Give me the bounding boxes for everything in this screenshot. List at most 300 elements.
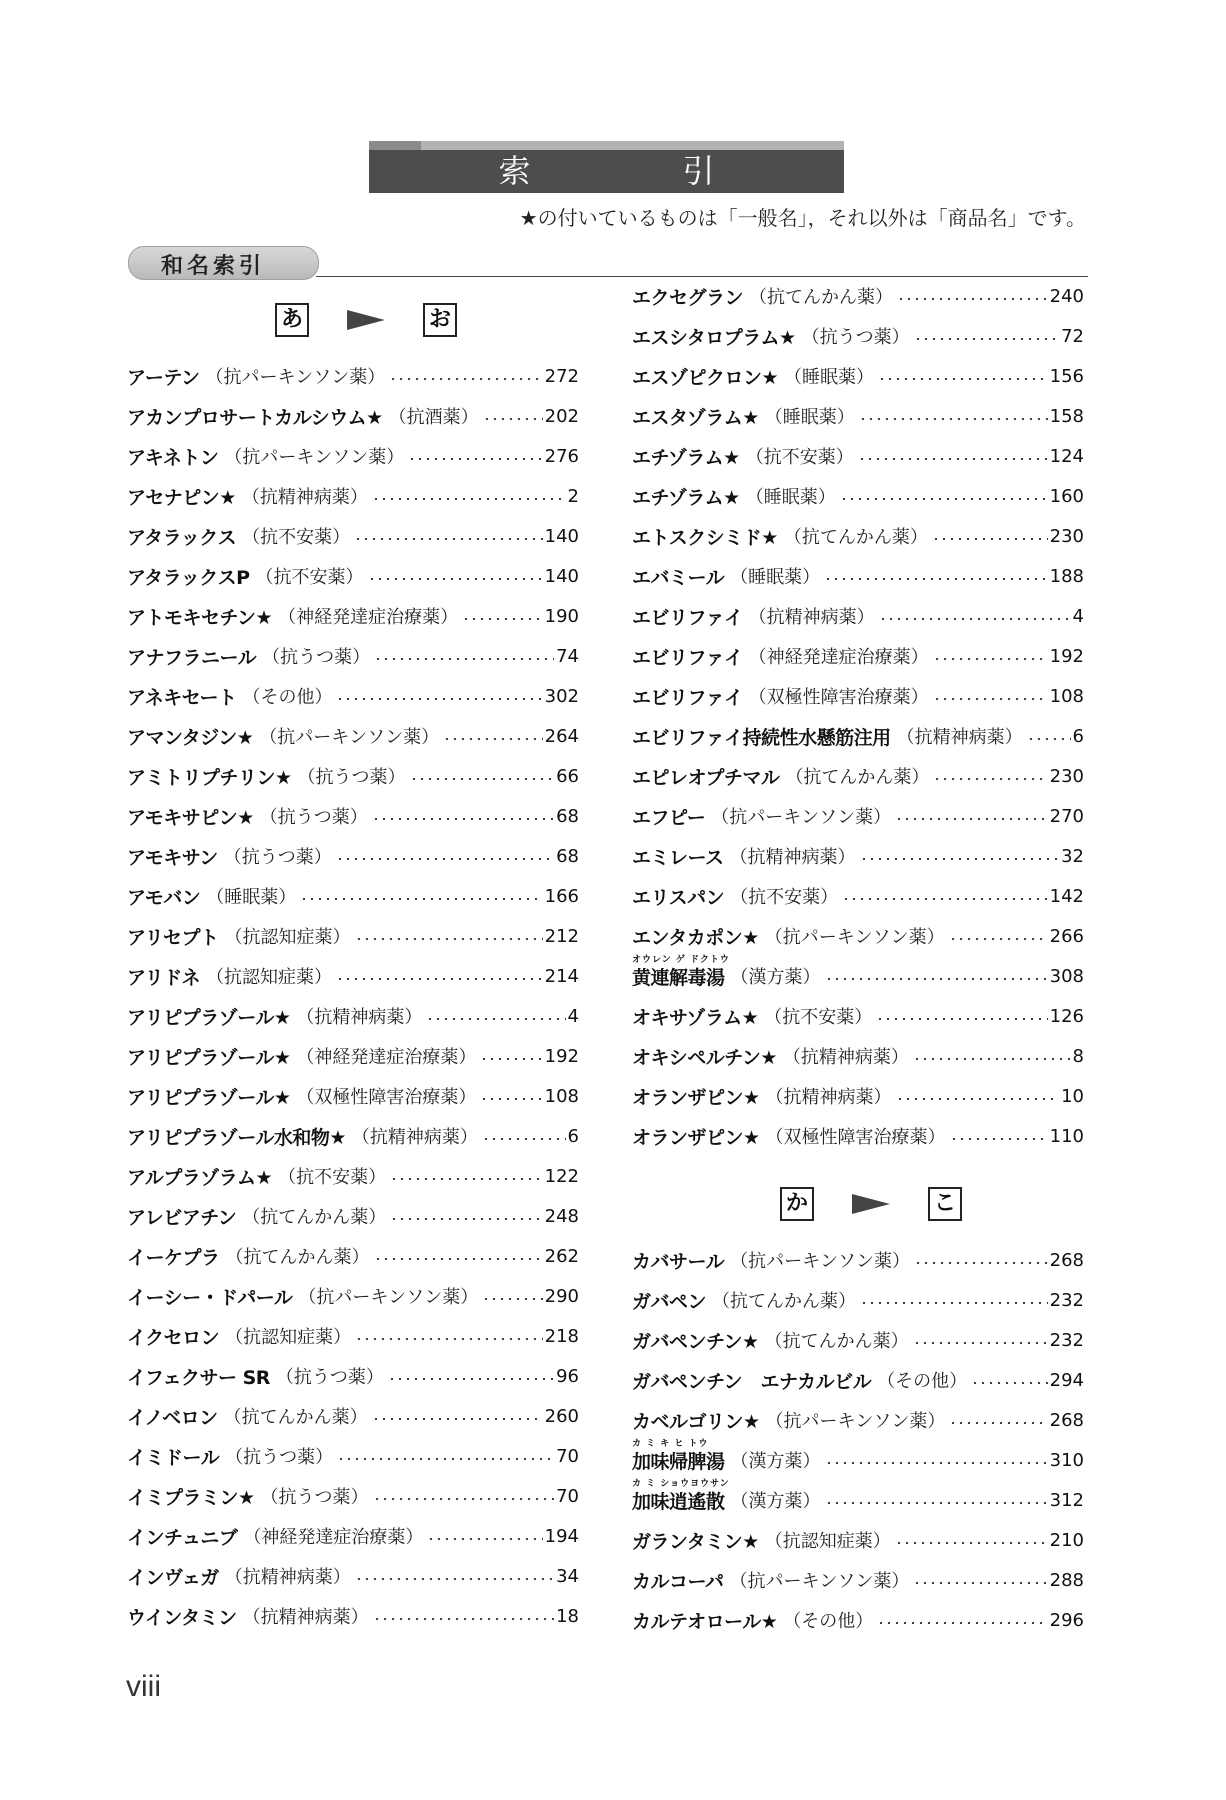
index-entry: [632, 1036, 1084, 1076]
index-entry: [632, 796, 1084, 836]
entry-category: （神経発達症治療薬）: [278, 607, 459, 628]
entry-name: エチゾラム★: [632, 486, 740, 509]
entry-page: 248: [544, 1205, 579, 1227]
entry-name: インチュニブ: [127, 1526, 238, 1549]
entry-name: アリピプラゾール水和物★: [127, 1126, 346, 1149]
entry-page: 68: [556, 845, 579, 867]
entry-page: 142: [1049, 885, 1084, 907]
dot-leader: [336, 978, 543, 980]
entry-name: アカンプロサートカルシウム★: [127, 406, 383, 429]
entry-page: 240: [1049, 285, 1084, 307]
dot-leader: [897, 298, 1048, 300]
index-entry: [127, 716, 579, 756]
index-entry: [632, 1480, 1084, 1520]
entry-category: （抗うつ薬）: [297, 767, 406, 788]
entry-category: （神経発達症治療薬）: [296, 1047, 477, 1068]
entry-page: 108: [544, 1085, 579, 1107]
dot-leader: [354, 538, 543, 540]
entry-name: アネキセート: [127, 686, 237, 709]
entry-page: 268: [1049, 1249, 1084, 1271]
entry-page: 230: [1049, 765, 1084, 787]
index-entry: [127, 1356, 579, 1396]
entry-name: ウインタミン: [127, 1606, 237, 1629]
dot-leader: [373, 1618, 554, 1620]
entry-name: アリピプラゾール★: [127, 1006, 291, 1029]
index-entry: [632, 956, 1084, 996]
entry-category: （抗てんかん薬）: [785, 767, 930, 788]
entry-page: 140: [544, 565, 579, 587]
kana-from-box: か: [780, 1187, 814, 1221]
entry-page: 310: [1049, 1449, 1084, 1471]
entry-page: 68: [556, 805, 579, 827]
entry-category: （抗認知症薬）: [224, 927, 351, 948]
title-stripe: [369, 141, 421, 150]
index-entry: [127, 1196, 579, 1236]
index-entry: [127, 836, 579, 876]
index-entry: [127, 756, 579, 796]
dot-leader: [443, 738, 543, 740]
entry-category: （抗パーキンソン薬）: [711, 807, 892, 828]
section-label: [128, 246, 319, 280]
entry-name: アマンタジン★: [127, 726, 254, 749]
dot-leader: [950, 1138, 1048, 1140]
entry-page: 126: [1049, 1005, 1084, 1027]
kana-to-box: お: [423, 303, 457, 337]
entry-category: （抗不安薬）: [278, 1167, 387, 1188]
index-entry: [127, 676, 579, 716]
arrow-right-icon: [347, 310, 385, 330]
entry-name: カベルゴリン★: [632, 1410, 760, 1433]
entry-name: アセナピン★: [127, 486, 236, 509]
dot-leader: [300, 898, 542, 900]
entry-page: 194: [544, 1525, 579, 1547]
entry-category: （抗うつ薬）: [262, 647, 371, 668]
entry-page: 262: [544, 1245, 579, 1267]
dot-leader: [1027, 738, 1071, 740]
index-entry: [632, 1520, 1084, 1560]
index-entry: [127, 1076, 579, 1116]
index-entry: [632, 556, 1084, 596]
index-entry: [632, 1280, 1084, 1320]
entry-category: （抗うつ薬）: [259, 807, 368, 828]
dot-leader: [840, 498, 1048, 500]
entry-category: （抗不安薬）: [242, 527, 351, 548]
entry-name: エリスパン: [632, 886, 725, 909]
dot-leader: [878, 378, 1048, 380]
entry-category: （睡眠薬）: [206, 887, 297, 908]
entry-page: 10: [1061, 1085, 1084, 1107]
index-entry: [632, 876, 1084, 916]
entry-category: （抗パーキンソン薬）: [298, 1287, 479, 1308]
entry-page: 4: [567, 1005, 579, 1027]
index-entry: [127, 1276, 579, 1316]
kana-to-box: こ: [928, 1187, 962, 1221]
legend-note: ★の付いているものは「一般名」，それ以外は「商品名」です。: [519, 206, 1086, 230]
index-entry: [632, 1360, 1084, 1400]
entry-name: エトスクシミド★: [632, 526, 778, 549]
entry-page: 214: [544, 965, 579, 987]
entry-page: 4: [1072, 605, 1084, 627]
dot-leader: [355, 1338, 543, 1340]
dot-leader: [896, 1098, 1060, 1100]
dot-leader: [895, 818, 1048, 820]
entry-name: アタラックス: [127, 526, 237, 549]
title-stripe: [421, 141, 844, 150]
index-column-left: [127, 356, 579, 1636]
index-entry: [127, 1516, 579, 1556]
entry-page: 288: [1049, 1569, 1084, 1591]
entry-category: （抗酒薬）: [388, 407, 479, 428]
index-entry: [127, 476, 579, 516]
entry-name: エスタゾラム★: [632, 406, 759, 429]
entry-name: アモキサピン★: [127, 806, 254, 829]
entry-category: （抗認知症薬）: [225, 1327, 352, 1348]
index-entry: [127, 876, 579, 916]
entry-category: （抗てんかん薬）: [783, 527, 928, 548]
dot-leader: [410, 778, 555, 780]
arrow-right-icon: [852, 1194, 890, 1214]
entry-category: （抗精神病薬）: [748, 607, 875, 628]
index-entry: [632, 756, 1084, 796]
dot-leader: [372, 1418, 543, 1420]
entry-category: （抗不安薬）: [255, 567, 364, 588]
entry-name: エビリファイ: [632, 646, 743, 669]
entry-page: 276: [544, 445, 579, 467]
entry-name: エスゾピクロン★: [632, 366, 779, 389]
dot-leader: [949, 1422, 1047, 1424]
index-entry: [127, 1236, 579, 1276]
entry-name: エバミール: [632, 566, 725, 589]
entry-page: 66: [556, 765, 579, 787]
dot-leader: [933, 778, 1047, 780]
dot-leader: [913, 1342, 1048, 1344]
dot-leader: [390, 1218, 542, 1220]
dot-leader: [427, 1538, 542, 1540]
entry-page: 32: [1061, 845, 1084, 867]
page-number: viii: [126, 1670, 161, 1703]
entry-page: 34: [556, 1565, 579, 1587]
index-entry: [632, 1560, 1084, 1600]
entry-name: ガランタミン★: [632, 1530, 759, 1553]
index-column-right-ka: [632, 1240, 1084, 1640]
entry-page: 294: [1049, 1369, 1084, 1391]
entry-page: 230: [1049, 525, 1084, 547]
index-entry: [632, 1440, 1084, 1480]
entry-category: （抗精神病薬）: [896, 727, 1023, 748]
dot-leader: [482, 1138, 566, 1140]
entry-page: 6: [1072, 725, 1084, 747]
entry-category: （抗てんかん薬）: [223, 1407, 368, 1428]
entry-page: 124: [1049, 445, 1084, 467]
entry-category: （抗パーキンソン薬）: [765, 1411, 946, 1432]
dot-leader: [483, 418, 543, 420]
index-entry: [127, 1396, 579, 1436]
dot-leader: [876, 1018, 1047, 1020]
entry-name: ガバペンチン エナカルビル: [632, 1370, 872, 1393]
entry-name: カバサール: [632, 1250, 725, 1273]
entry-category: （神経発達症治療薬）: [243, 1527, 424, 1548]
entry-page: 308: [1049, 965, 1084, 987]
entry-name: 加味帰脾湯: [632, 1450, 725, 1473]
index-entry: [127, 916, 579, 956]
entry-category: （抗精神病薬）: [765, 1087, 892, 1108]
dot-leader: [462, 618, 543, 620]
entry-category: （双極性障害治療薬）: [765, 1127, 946, 1148]
dot-leader: [336, 698, 542, 700]
dot-leader: [933, 698, 1048, 700]
entry-category: （抗精神病薬）: [296, 1007, 423, 1028]
entry-name: インヴェガ: [127, 1566, 219, 1589]
entry-category: （その他）: [877, 1371, 968, 1392]
entry-name: エビリファイ持続性水懸筋注用: [632, 726, 891, 749]
entry-category: （抗精神病薬）: [242, 1607, 369, 1628]
kana-range-header-ka-ko: [780, 1186, 962, 1222]
dot-leader: [372, 498, 566, 500]
entry-category: （神経発達症治療薬）: [748, 647, 929, 668]
entry-name: アタラックスP: [127, 566, 250, 589]
entry-name: カルコーパ: [632, 1570, 724, 1593]
kana-range-header-a-o: [275, 302, 457, 338]
dot-leader: [337, 1458, 554, 1460]
dot-leader: [971, 1382, 1047, 1384]
dot-leader: [368, 578, 543, 580]
dot-leader: [860, 1302, 1048, 1304]
index-title-bar: [369, 141, 844, 193]
entry-page: 302: [544, 685, 579, 707]
dot-leader: [933, 658, 1048, 660]
entry-name: エビリファイ: [632, 686, 743, 709]
dot-leader: [825, 1502, 1048, 1504]
dot-leader: [842, 898, 1048, 900]
entry-page: 140: [544, 525, 579, 547]
entry-name: イノベロン: [127, 1406, 218, 1429]
entry-category: （双極性障害治療薬）: [748, 687, 929, 708]
entry-name: エピレオプチマル: [632, 766, 780, 789]
index-entry: [632, 476, 1084, 516]
dot-leader: [389, 378, 542, 380]
dot-leader: [932, 538, 1048, 540]
dot-leader: [336, 858, 554, 860]
entry-name: オランザピン★: [632, 1086, 760, 1109]
entry-category: （抗てんかん薬）: [764, 1331, 909, 1352]
index-entry: [127, 1316, 579, 1356]
entry-name: イミプラミン★: [127, 1486, 255, 1509]
entry-category: （抗うつ薬）: [275, 1367, 384, 1388]
entry-name: アミトリプチリン★: [127, 766, 292, 789]
index-entry: [632, 596, 1084, 636]
index-entry: [632, 716, 1084, 756]
entry-category: （抗パーキンソン薬）: [730, 1251, 910, 1272]
index-entry: [127, 1116, 579, 1156]
index-entry: [632, 676, 1084, 716]
entry-page: 232: [1049, 1289, 1084, 1311]
entry-page: 296: [1049, 1609, 1084, 1631]
entry-name: アリセプト: [127, 926, 219, 949]
index-entry: [127, 516, 579, 556]
page-title: 索 引: [498, 152, 775, 190]
index-entry: [632, 836, 1084, 876]
entry-page: 160: [1049, 485, 1084, 507]
entry-category: （抗パーキンソン薬）: [764, 927, 945, 948]
dot-leader: [480, 1058, 542, 1060]
dot-leader: [390, 1178, 543, 1180]
entry-name: アリピプラゾール★: [127, 1046, 291, 1069]
entry-category: （抗認知症薬）: [764, 1531, 891, 1552]
entry-page: 192: [1049, 645, 1084, 667]
dot-leader: [824, 578, 1048, 580]
index-entry: [127, 396, 579, 436]
entry-page: 272: [544, 365, 579, 387]
entry-category: （睡眠薬）: [730, 567, 821, 588]
entry-page: 6: [567, 1125, 579, 1147]
entry-ruby: カ ミ ショウヨウサン: [632, 1479, 730, 1489]
entry-category: （抗認知症薬）: [206, 967, 333, 988]
entry-name: イフェクサー SR: [127, 1366, 270, 1389]
entry-category: （漢方薬）: [730, 967, 821, 988]
dot-leader: [825, 978, 1048, 980]
entry-category: （抗うつ薬）: [223, 847, 332, 868]
entry-page: 70: [556, 1485, 579, 1507]
entry-category: （双極性障害治療薬）: [296, 1087, 477, 1108]
entry-page: 218: [544, 1325, 579, 1347]
entry-category: （抗てんかん薬）: [712, 1291, 857, 1312]
dot-leader: [913, 1058, 1071, 1060]
entry-page: 2: [567, 485, 579, 507]
dot-leader: [374, 658, 554, 660]
entry-page: 108: [1049, 685, 1084, 707]
index-entry: [127, 996, 579, 1036]
entry-category: （睡眠薬）: [764, 407, 855, 428]
dot-leader: [825, 1462, 1048, 1464]
index-entry: [632, 1320, 1084, 1360]
dot-leader: [372, 818, 554, 820]
entry-name: エフピー: [632, 806, 706, 829]
entry-category: （抗てんかん薬）: [225, 1247, 370, 1268]
entry-name: アキネトン: [127, 446, 219, 469]
dot-leader: [480, 1098, 542, 1100]
dot-leader: [388, 1378, 554, 1380]
entry-name: エスシタロプラム★: [632, 326, 796, 349]
entry-name: ガバペン: [632, 1290, 707, 1313]
dot-leader: [895, 1542, 1048, 1544]
index-entry: [127, 356, 579, 396]
index-entry: [632, 356, 1084, 396]
index-entry: [632, 516, 1084, 556]
entry-page: 158: [1049, 405, 1084, 427]
entry-page: 268: [1049, 1409, 1084, 1431]
entry-name: 黄連解毒湯: [632, 966, 725, 989]
dot-leader: [408, 458, 542, 460]
entry-category: （抗パーキンソン薬）: [259, 727, 440, 748]
index-entry: [127, 556, 579, 596]
index-entry: [632, 276, 1084, 316]
index-entry: [127, 596, 579, 636]
index-entry: [632, 436, 1084, 476]
entry-category: （抗パーキンソン薬）: [205, 367, 386, 388]
entry-page: 210: [1049, 1529, 1084, 1551]
entry-category: （抗精神病薬）: [782, 1047, 909, 1068]
entry-name: カルテオロール★: [632, 1610, 778, 1633]
kana-from-box: あ: [275, 303, 309, 337]
entry-category: （睡眠薬）: [784, 367, 875, 388]
index-entry: [632, 316, 1084, 356]
dot-leader: [860, 858, 1060, 860]
entry-ruby: カ ミ キ ヒ トウ: [632, 1439, 709, 1449]
index-entry: [127, 1596, 579, 1636]
entry-page: 8: [1072, 1045, 1084, 1067]
entry-name: 加味逍遙散: [632, 1490, 725, 1513]
index-entry: [632, 1076, 1084, 1116]
entry-category: （抗てんかん薬）: [242, 1207, 387, 1228]
index-entry: [632, 1600, 1084, 1640]
index-entry: [127, 1476, 579, 1516]
entry-page: 110: [1049, 1125, 1084, 1147]
dot-leader: [355, 938, 543, 940]
entry-name: エクセグラン: [632, 286, 744, 309]
dot-leader: [914, 1262, 1048, 1264]
dot-leader: [877, 1622, 1047, 1624]
index-entry: [127, 796, 579, 836]
entry-category: （抗てんかん薬）: [749, 287, 894, 308]
entry-category: （抗うつ薬）: [801, 327, 910, 348]
entry-page: 232: [1049, 1329, 1084, 1351]
entry-category: （抗精神病薬）: [241, 487, 368, 508]
dot-leader: [373, 1498, 555, 1500]
index-entry: [127, 1156, 579, 1196]
entry-page: 212: [544, 925, 579, 947]
entry-name: イーケプラ: [127, 1246, 220, 1269]
entry-name: オランザピン★: [632, 1126, 760, 1149]
index-entry: [632, 1240, 1084, 1280]
entry-name: エミレース: [632, 846, 724, 869]
entry-page: 18: [556, 1605, 579, 1627]
dot-leader: [482, 1298, 542, 1300]
index-entry: [632, 636, 1084, 676]
dot-leader: [949, 938, 1048, 940]
entry-category: （抗精神病薬）: [351, 1127, 478, 1148]
index-column-right-a: [632, 276, 1084, 1156]
entry-name: オキサゾラム★: [632, 1006, 759, 1029]
entry-name: アモキサン: [127, 846, 218, 869]
entry-category: （抗パーキンソン薬）: [224, 447, 405, 468]
index-entry: [127, 956, 579, 996]
dot-leader: [914, 338, 1060, 340]
entry-page: 260: [544, 1405, 579, 1427]
entry-page: 266: [1049, 925, 1084, 947]
dot-leader: [426, 1018, 565, 1020]
entry-page: 270: [1049, 805, 1084, 827]
entry-category: （漢方薬）: [730, 1491, 821, 1512]
entry-category: （抗うつ薬）: [225, 1447, 334, 1468]
entry-name: アーテン: [127, 366, 200, 389]
entry-name: イミドール: [127, 1446, 220, 1469]
index-entry: [632, 396, 1084, 436]
entry-category: （抗不安薬）: [745, 447, 854, 468]
dot-leader: [859, 418, 1048, 420]
dot-leader: [355, 1578, 554, 1580]
entry-category: （漢方薬）: [730, 1451, 821, 1472]
index-entry: [632, 996, 1084, 1036]
index-entry: [632, 1400, 1084, 1440]
entry-category: （抗パーキンソン薬）: [729, 1571, 910, 1592]
dot-leader: [913, 1582, 1047, 1584]
entry-name: エチゾラム★: [632, 446, 740, 469]
entry-category: （抗不安薬）: [764, 1007, 873, 1028]
index-entry: [632, 916, 1084, 956]
dot-leader: [879, 618, 1071, 620]
entry-page: 70: [556, 1445, 579, 1467]
entry-page: 192: [544, 1045, 579, 1067]
